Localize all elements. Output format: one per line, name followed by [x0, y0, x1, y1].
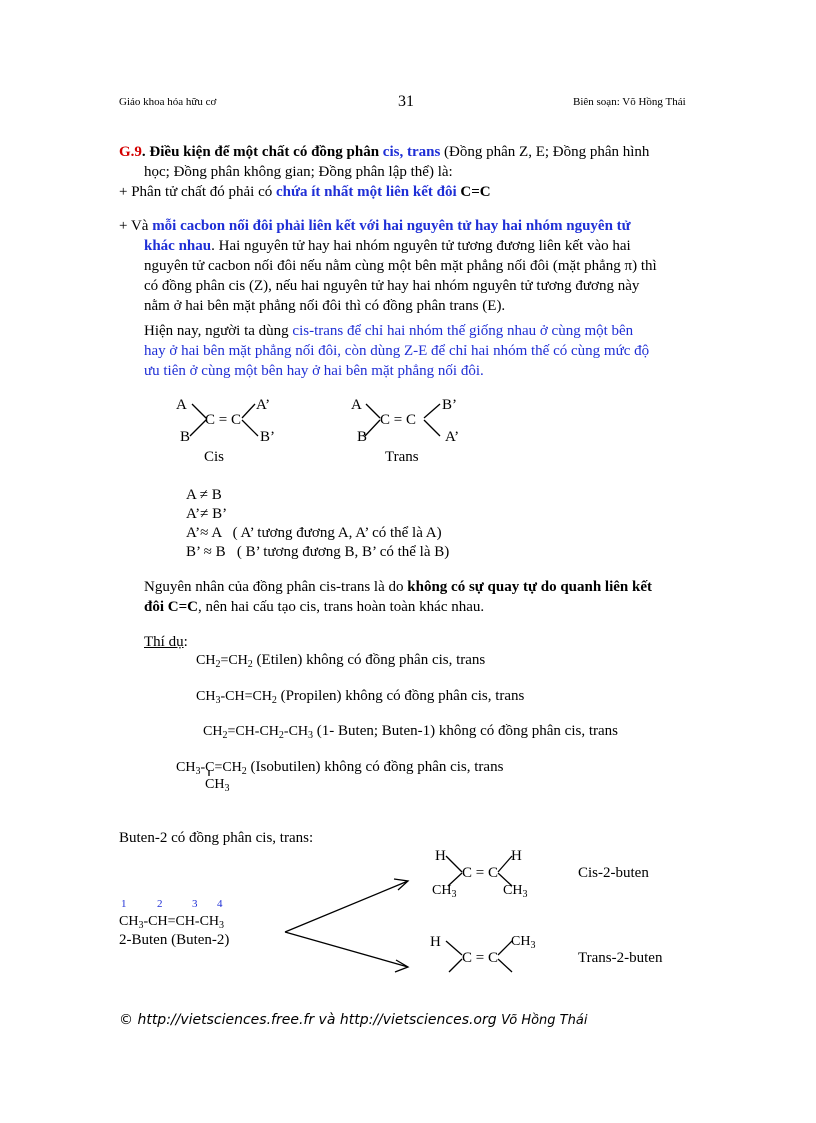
trans-label-tl: A	[351, 397, 362, 413]
condition-1-bond: C=C	[460, 184, 491, 200]
relation-4: B’ ≈ B ( B’ tương đương B, B’ có thể là B)	[186, 544, 450, 560]
buten-formula: $CH_3-CH=CH-CH_3$	[119, 914, 225, 931]
cis2-bond-tr	[498, 856, 512, 872]
trans-bond-tl	[366, 404, 380, 418]
carbon-number-3: 3	[192, 898, 198, 910]
footer	[119, 1012, 587, 1028]
cis2-center: C = C	[462, 865, 498, 881]
examples-heading-text: Thí dụ	[144, 634, 184, 650]
relation-3: A’≈ A ( A’ tương đương A, A’ có thể là A)	[186, 525, 442, 541]
trans2-label-tr: $CH_3$	[511, 934, 536, 951]
cis2-bond-tl	[446, 856, 462, 872]
trans-bond-bl	[365, 420, 380, 436]
trans-caption: Trans	[385, 449, 419, 465]
section-title-rest: (Đồng phân Z, E; Đồng phân hình	[444, 144, 650, 160]
example-1-note: không có đồng phân cis, trans	[306, 652, 486, 668]
note-line3: ưu tiên ở cùng một bên hay ở hai bên mặt phẳng nối đôi.	[144, 363, 484, 379]
condition-2-emphasis: mỗi cacbon nối đôi phải liên kết với hai nguyên tử hay hai nhóm nguyên tử	[152, 218, 631, 234]
condition-2-line3: nguyên tử cacbon nối đôi nếu nằm cùng một bên mặt phẳng nối đôi (mặt phẳng π) thì	[144, 258, 657, 274]
examples-heading	[144, 632, 188, 652]
arrow-up-line	[285, 881, 408, 932]
carbon-number-1: 1	[121, 898, 127, 910]
footer-author: Võ Hồng Thái	[501, 1013, 588, 1028]
cis-label-tr: A’	[256, 397, 271, 413]
note-text: Hiện nay, người ta dùng	[144, 323, 289, 339]
cis-label-tl: A	[176, 397, 187, 413]
reason-bold-2: đôi C=C	[144, 599, 198, 615]
condition-1-emphasis: chứa ít nhất một liên kết đôi	[275, 184, 457, 200]
condition-1-prefix: + Phân tử chất đó phải có	[119, 184, 273, 200]
trans2-bond-br	[498, 959, 512, 972]
cis-center: C = C	[205, 412, 241, 428]
note-blue: cis-trans để chỉ hai nhóm thế giống nhau ở cùng một bên	[292, 323, 634, 339]
condition-2-line4: có đồng phân cis (Z), nếu hai nguyên tử hay hai nhóm nguyên tử tương đương này	[144, 278, 640, 294]
example-4-name: (Isobutilen)	[250, 759, 321, 775]
example-2-name: (Propilen)	[280, 688, 342, 704]
condition-2-line5: nằm ở hai bên mặt phẳng nối đôi thì có đồng phân trans (E).	[144, 298, 506, 314]
trans2-bond-tr	[498, 941, 512, 955]
section-title: G.9. Điều kiện để một chất có đồng phân cis, trans (Đồng phân Z, E; Đồng phân hình	[119, 144, 650, 160]
reason-bold: không có sự quay tự do quanh liên kết	[407, 579, 653, 595]
example-1-name: (Etilen)	[256, 652, 303, 668]
arrow-down-line	[285, 932, 408, 967]
trans-bond-br	[424, 420, 440, 436]
relation-1: A ≠ B	[186, 487, 222, 503]
trans2-label: Trans-2-buten	[578, 950, 663, 966]
condition-2-prefix: + Và	[119, 218, 149, 234]
cis-caption: Cis	[204, 449, 225, 465]
cis2-label-tr: H	[511, 848, 522, 864]
section-title-line2: học; Đồng phân không gian; Đồng phân lập thể) là:	[144, 164, 453, 180]
example-2-formula: $CH_3-CH=CH_2$	[196, 689, 277, 706]
example-3	[203, 721, 618, 742]
example-3-name: (1- Buten; Buten-1)	[316, 723, 436, 739]
carbon-number-4: 4	[217, 898, 223, 910]
trans2-bond-tl	[446, 941, 462, 955]
reason-line2	[144, 597, 484, 617]
cis-label-br: B’	[260, 429, 275, 445]
trans-label-br: A’	[445, 429, 460, 445]
relation-2: A’≠ B’	[186, 506, 228, 522]
cis2-label-bl: $CH_3$	[432, 883, 457, 900]
header-left: Giáo khoa hóa hữu cơ	[119, 96, 217, 108]
carbon-number-2: 2	[157, 898, 163, 910]
section-id: G.9	[119, 144, 142, 160]
cis-bond-tl	[192, 404, 206, 418]
buten-heading: Buten-2 có đồng phân cis, trans:	[119, 830, 314, 846]
example-4-formula: $CH_3-C=CH_2$	[176, 760, 247, 777]
reason-text-2: , nên hai cấu tạo cis, trans hoàn toàn khác nhau.	[197, 599, 485, 615]
cis-bond-tr	[242, 404, 255, 418]
trans-label-tr: B’	[442, 397, 457, 413]
example-4-branch: $CH_3$	[205, 777, 230, 794]
trans-bond-tr	[424, 404, 440, 418]
trans2-center: C = C	[462, 950, 498, 966]
page-number: 31	[398, 93, 414, 110]
note-line2: hay ở hai bên mặt phẳng nối đôi, còn dùng Z-E để chỉ hai nhóm thế có cùng mức độ	[144, 343, 650, 359]
example-2	[196, 686, 524, 707]
reason-line1	[144, 577, 652, 597]
trans-center: C = C	[380, 412, 416, 428]
example-3-formula: $CH_2=CH-CH_2-CH_3$	[203, 724, 314, 741]
header-right: Biên soạn: Võ Hồng Thái	[573, 96, 686, 108]
condition-2-emphasis-2: khác nhau	[144, 238, 212, 254]
section-title-blue: cis, trans	[382, 144, 441, 160]
example-1	[196, 650, 485, 671]
example-1-formula: $CH_2=CH_2$	[196, 653, 253, 670]
trans2-label-tl: H	[430, 934, 441, 950]
cis-bond-br	[242, 420, 258, 436]
example-3-note: không có đồng phân cis, trans	[438, 723, 618, 739]
footer-links: © http://vietsciences.free.fr và http://vietsciences.org	[119, 1012, 497, 1028]
section-title-bold: Điều kiện để một chất có đồng phân	[149, 144, 380, 160]
condition-2-text: . Hai nguyên tử hay hai nhóm nguyên tử tương đương liên kết vào hai	[211, 238, 631, 254]
example-4-note: không có đồng phân cis, trans	[324, 759, 504, 775]
examples-heading-colon: :	[183, 634, 188, 650]
cis-label-bl: B	[180, 429, 191, 445]
cis2-label: Cis-2-buten	[578, 865, 649, 881]
cis2-label-tl: H	[435, 848, 446, 864]
trans2-bond-bl	[449, 959, 462, 972]
trans-label-bl: B	[357, 429, 368, 445]
example-2-note: không có đồng phân cis, trans	[345, 688, 525, 704]
buten-name: 2-Buten (Buten-2)	[119, 932, 230, 948]
cis2-label-br: $CH_3$	[503, 883, 528, 900]
reason-text: Nguyên nhân của đồng phân cis-trans là do	[144, 579, 404, 595]
cis-bond-bl	[190, 420, 206, 436]
arrow-down-head	[395, 960, 408, 972]
